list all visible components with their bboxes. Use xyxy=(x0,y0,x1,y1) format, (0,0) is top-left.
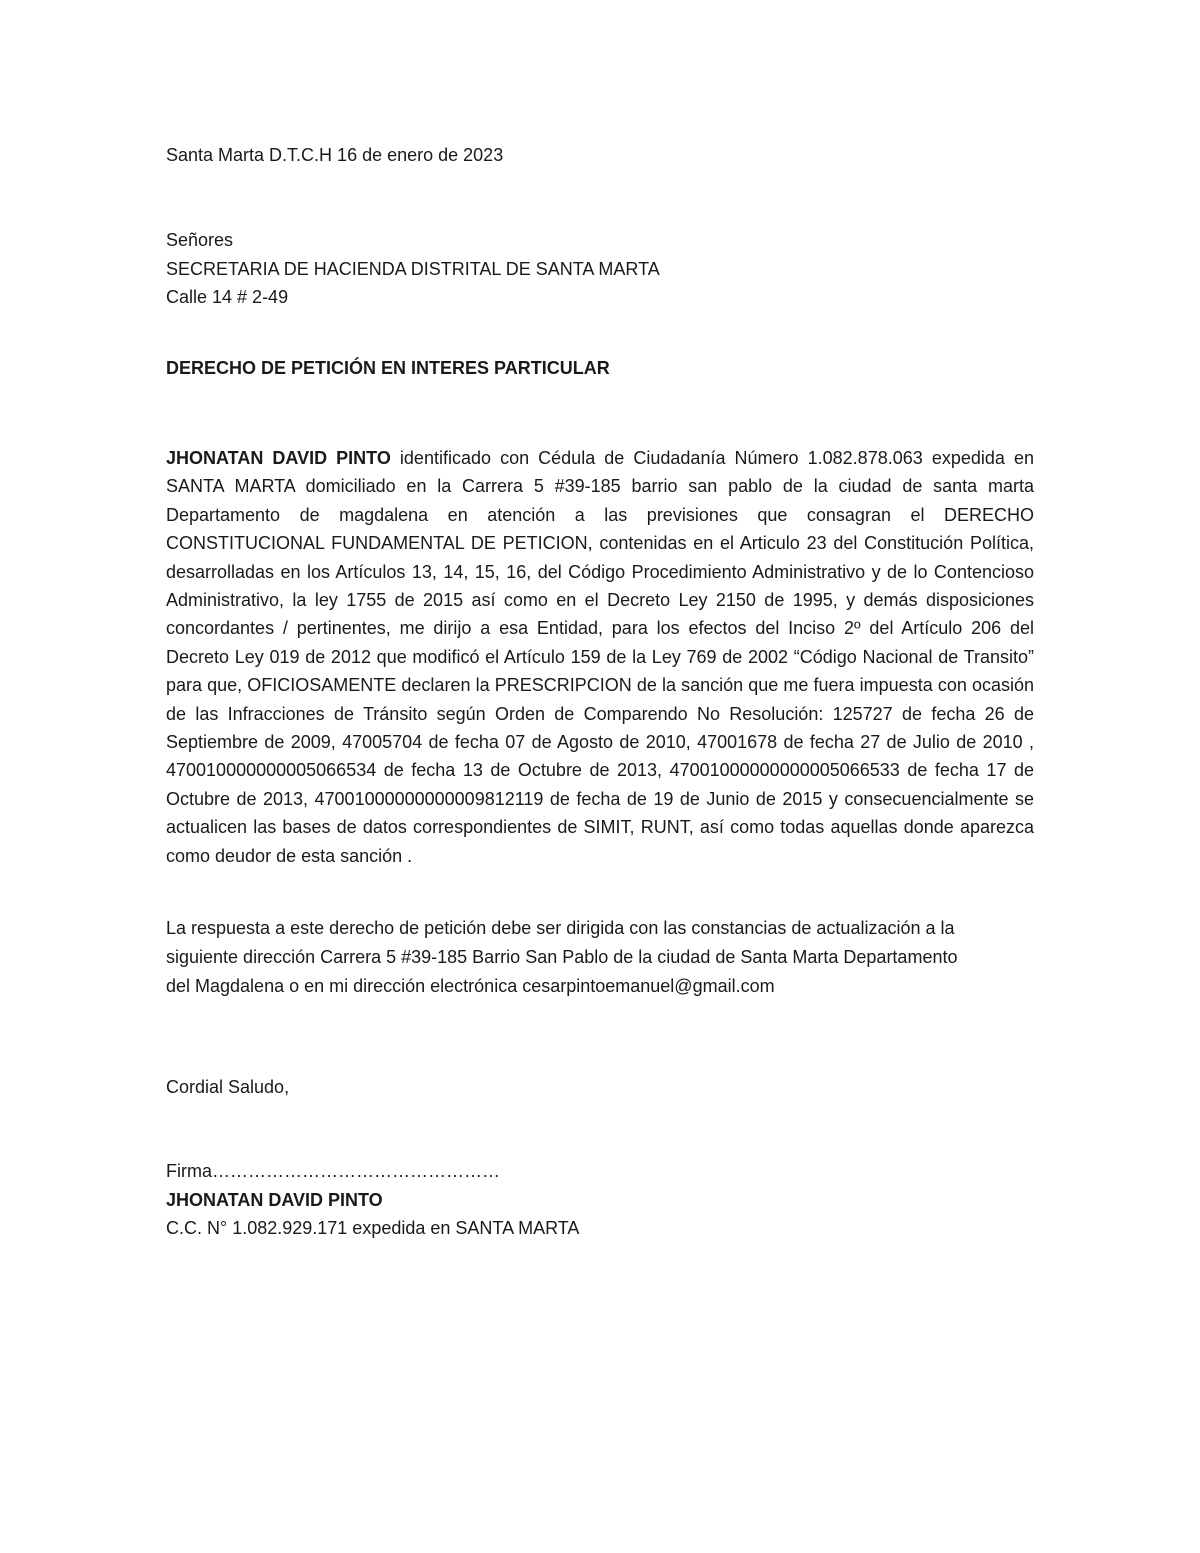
closing-line: Cordial Saludo, xyxy=(166,1077,290,1097)
signer-id: C.C. N° 1.082.929.171 expedida en SANTA MARTA xyxy=(166,1218,580,1238)
recipient-entity: SECRETARIA DE HACIENDA DISTRITAL DE SANTA MARTA xyxy=(166,259,660,279)
response-line-3: del Magdalena o en mi dirección electrónica cesarpintoemanuel@gmail.com xyxy=(166,976,775,996)
response-line-1: La respuesta a este derecho de petición debe ser dirigida con las constancias de actualización a la xyxy=(166,918,955,938)
signature-line: Firma………………………………………… xyxy=(166,1161,500,1181)
signer-name: JHONATAN DAVID PINTO xyxy=(166,1190,383,1210)
response-line-2: siguiente dirección Carrera 5 #39-185 Barrio San Pablo de la ciudad de Santa Marta Departamento xyxy=(166,947,958,967)
subject-heading: DERECHO DE PETICIÓN EN INTERES PARTICULAR xyxy=(166,358,610,378)
recipient-address: Calle 14 # 2-49 xyxy=(166,287,289,307)
petitioner-name: JHONATAN DAVID PINTO xyxy=(166,448,391,468)
recipient-salutation: Señores xyxy=(166,230,234,250)
petition-text: identificado con Cédula de Ciudadanía Número 1.082.878.063 expedida en SANTA MARTA domiciliado en la Carrera 5 #39-185 barrio san pablo de la ciudad de santa marta Departamento de magdalena en atención a las previsiones que consagran el DERECHO CONSTITUCIONAL FUNDAMENTAL DE PETICION, contenidas en el Articulo 23 del Constitución Política, desarrolladas en los Artículos 13, 14, 15, 16, del Código Procedimiento Administrativo y de lo Contencioso Administrativo, la ley 1755 de 2015 así como en el Decreto Ley 2150 de 1995, y demás disposiciones concordantes / pertinentes, me dirijo a esa Entidad, para los efectos del Inciso 2º del Artículo 206 del Decreto Ley 019 de 2012 que modificó el Artículo 159 de la Ley 769 de 2002 “Código Nacional de Transito” para que, OFICIOSAMENTE declaren la PRESCRIPCION de la sanción que me fuera impuesta con ocasión de las Infracciones de Tránsito según Orden de Comparendo No Resolución: 125727 de fecha 26 de Septiembre de 2009, 47005704 de fecha 07 de Agosto de 2010, 47001678 de fecha 27 de Julio de 2010 , 470010000000005066534 de fecha 13 de Octubre de 2013, 47001000000000005066533 de fecha 17 de Octubre de 2013, 47001000000000009812119 de fecha de 19 de Junio de 2015 y consecuencialmente se actualicen las bases de datos correspondientes de SIMIT, RUNT, así como todas aquellas donde aparezca como deudor de esta sanción . xyxy=(166,448,1034,866)
date-line: Santa Marta D.T.C.H 16 de enero de 2023 xyxy=(166,145,504,165)
response-paragraph xyxy=(166,914,1034,1001)
petition-body xyxy=(166,444,1034,870)
petition-paragraph xyxy=(166,444,1034,870)
